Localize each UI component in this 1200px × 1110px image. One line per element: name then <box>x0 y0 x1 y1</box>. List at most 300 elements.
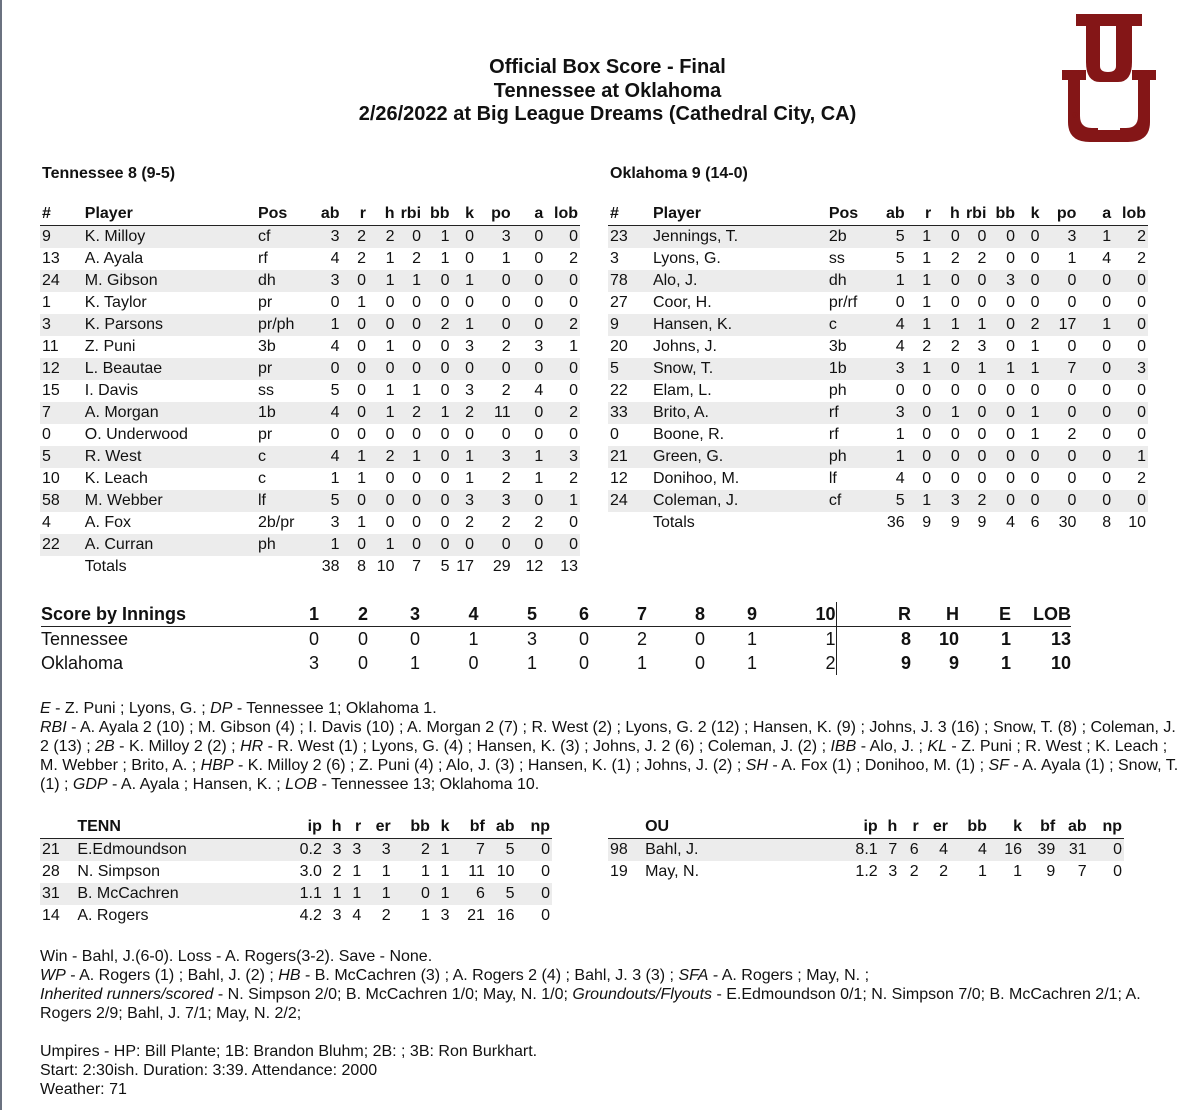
batting-row <box>608 446 1148 468</box>
batting-col-header: Pos <box>256 203 313 226</box>
batting-cell: 22 <box>40 534 83 556</box>
batting-cell: 0 <box>922 426 932 443</box>
pitching-cell: 1 <box>381 863 391 880</box>
player-name: O. Underwood <box>84 426 188 443</box>
inning-runs: 1 <box>636 652 647 673</box>
batting-cell: 3 <box>988 270 1017 292</box>
batting-cell: pr/ph <box>256 314 313 336</box>
batting-row <box>40 336 580 358</box>
pitching-cell: 2 <box>393 839 432 862</box>
batting-cell: 2 <box>423 314 452 336</box>
player-name: I. Davis <box>84 382 139 399</box>
batting-cell: 2 <box>501 338 511 355</box>
batting-cell: 3 <box>977 338 987 355</box>
inning-runs: 1 <box>778 627 836 652</box>
pitching-cell: 9 <box>1046 863 1056 880</box>
batting-cell: 1 <box>385 338 395 355</box>
pitching-row <box>608 861 1124 883</box>
batting-cell: 0 <box>385 294 395 311</box>
batting-cell: 1 <box>922 250 932 267</box>
batting-cell: 0 <box>895 382 905 399</box>
pitching-cell: 14 <box>42 907 60 924</box>
batting-cell: 0 <box>950 470 960 487</box>
batting-cell: 0 <box>1006 382 1016 399</box>
batting-cell: 0 <box>368 490 397 512</box>
batting-cell: dh <box>256 270 313 292</box>
batting-cell: 1 <box>962 314 989 336</box>
pitching-cell: 0 <box>1113 863 1122 880</box>
batting-cell: lf <box>256 490 313 512</box>
batting-col-header: rbi <box>962 203 989 226</box>
batting-cell: rf <box>827 402 878 424</box>
linescore-total: 1 <box>1000 652 1011 673</box>
batting-cell: 3 <box>330 514 340 531</box>
batting-cell: 33 <box>608 402 651 424</box>
pitching-cell: 8.1 <box>839 839 880 862</box>
batting-cell: c <box>256 446 313 468</box>
batting-cell: 1 <box>569 338 578 355</box>
batting-cell: 1 <box>412 382 422 399</box>
linescore-total: 10 <box>938 628 959 649</box>
batting-cell: 0 <box>1102 426 1112 443</box>
batting-cell: 0 <box>513 226 546 249</box>
pitching-cell: 4 <box>950 839 989 862</box>
start-duration-attendance: Start: 2:30ish. Duration: 3:39. Attendance: 2000 <box>40 1062 378 1079</box>
batting-cell: 0 <box>513 270 546 292</box>
inning-runs: 0 <box>694 652 705 673</box>
batting-cell: 1 <box>423 226 452 249</box>
batting-cell: 2 <box>397 402 423 424</box>
inning-runs: 0 <box>308 628 319 649</box>
player-name: L. Beautae <box>83 358 256 380</box>
batting-cell: 24 <box>608 490 651 512</box>
pitching-cell: 1 <box>432 839 452 862</box>
batting-cell: 1 <box>545 490 580 512</box>
batting-cell: 1 <box>907 358 934 380</box>
batting-cell: 0 <box>513 402 546 424</box>
totals-cell <box>256 556 313 578</box>
batting-cell: 10 <box>42 470 60 487</box>
batting-cell: 0 <box>1030 470 1040 487</box>
linescore-total: 13 <box>1050 628 1071 649</box>
pitching-cell: 0 <box>517 839 553 862</box>
batting-cell: 1 <box>440 250 450 267</box>
totals-cell: 9 <box>933 512 962 534</box>
batting-cell: 0 <box>357 426 367 443</box>
player-name: A. Ayala <box>84 250 144 267</box>
batting-cell: 0 <box>1042 446 1079 468</box>
batting-cell: 3 <box>878 358 907 380</box>
batting-cell: 5 <box>895 250 905 267</box>
batting-cell: 0 <box>357 382 367 399</box>
batting-cell: 0 <box>1017 270 1042 292</box>
batting-cell: 1 <box>907 314 934 336</box>
batting-cell: 0 <box>330 426 340 443</box>
batting-cell: 12 <box>40 358 83 380</box>
batting-cell: 0 <box>452 226 476 249</box>
tennessee-pitching-table <box>40 816 552 927</box>
batting-row <box>40 248 580 270</box>
pitching-cell: 19 <box>610 863 628 880</box>
batting-col-header: po <box>476 203 513 226</box>
batting-cell: 0 <box>357 338 367 355</box>
batting-cell: 11 <box>476 402 513 424</box>
batting-cell: 3 <box>878 402 907 424</box>
pitching-cell: 1.1 <box>277 883 324 905</box>
batting-cell: 3b <box>828 338 847 355</box>
batting-notes <box>40 699 1180 794</box>
batting-cell: 0 <box>368 314 397 336</box>
batting-cell: 0 <box>962 270 989 292</box>
batting-row <box>608 226 1148 249</box>
batting-cell: 1 <box>313 314 342 336</box>
totals-cell: 12 <box>513 556 546 578</box>
batting-cell: 0 <box>569 294 578 311</box>
batting-cell: 1 <box>330 470 340 487</box>
batting-cell: 3 <box>1113 358 1148 380</box>
batting-cell: lf <box>828 470 837 487</box>
totals-cell: 29 <box>476 556 513 578</box>
batting-cell: c <box>257 470 266 487</box>
player-name: Elam, L. <box>652 382 712 399</box>
total-header: E <box>959 602 1011 627</box>
batting-cell: 0 <box>1137 294 1146 311</box>
batting-cell: 0 <box>545 358 580 380</box>
batting-cell: 0 <box>1042 270 1079 292</box>
batting-cell: 0 <box>988 490 1017 512</box>
batting-totals-row <box>40 556 580 578</box>
batting-cell: 0 <box>476 358 513 380</box>
batting-cell: 5 <box>878 226 907 249</box>
batting-row <box>40 314 580 336</box>
batting-totals-row <box>608 512 1148 534</box>
pitching-cell: 7 <box>452 839 487 862</box>
batting-cell: 0 <box>1078 270 1113 292</box>
batting-cell: ph <box>256 534 313 556</box>
totals-cell: 10 <box>368 556 397 578</box>
totals-cell: 8 <box>1078 512 1113 534</box>
batting-cell: rf <box>257 250 268 267</box>
batting-cell: 22 <box>610 382 628 399</box>
pitching-col-header: h <box>324 816 344 839</box>
batting-cell: 0 <box>1017 226 1042 249</box>
batting-cell: 3 <box>452 490 476 512</box>
inning-header: 9 <box>726 602 778 627</box>
player-name: K. Leach <box>84 470 148 487</box>
inning-runs: 1 <box>526 652 537 673</box>
batting-cell: 9 <box>40 226 83 249</box>
batting-col-header: r <box>907 203 934 226</box>
batting-cell: 0 <box>950 294 960 311</box>
batting-cell: 3 <box>313 226 342 249</box>
player-name: Coor, H. <box>652 294 712 311</box>
linescore-total: 8 <box>900 628 911 649</box>
batting-row <box>40 380 580 402</box>
pitching-cell: 2 <box>332 863 342 880</box>
totals-cell: 38 <box>313 556 342 578</box>
pitching-cell: 3 <box>440 907 450 924</box>
pitching-team-header: OU <box>643 816 839 839</box>
pitching-cell: 2 <box>939 863 948 880</box>
inning-header: 8 <box>674 602 726 627</box>
player-name: Boone, R. <box>652 426 725 443</box>
batting-cell: 0 <box>412 426 422 443</box>
batting-cell: 0 <box>368 358 397 380</box>
batting-cell: 2 <box>950 338 960 355</box>
batting-col-header: k <box>1017 203 1042 226</box>
box-score-header <box>0 56 1200 127</box>
batting-cell: 0 <box>513 314 546 336</box>
pitching-row <box>40 883 552 905</box>
batting-cell: 0 <box>1006 338 1016 355</box>
batting-cell: 0 <box>476 270 513 292</box>
batting-col-header: bb <box>988 203 1017 226</box>
inning-header: 7 <box>610 602 674 627</box>
batting-row <box>40 446 580 468</box>
batting-cell: 78 <box>608 270 651 292</box>
batting-cell: ph <box>827 446 878 468</box>
batting-row <box>608 358 1148 380</box>
batting-row <box>608 314 1148 336</box>
batting-cell: 0 <box>440 426 450 443</box>
totals-cell: 7 <box>397 556 423 578</box>
batting-cell: 0 <box>1067 382 1077 399</box>
batting-cell: 3 <box>1042 226 1079 249</box>
batting-stats-note: RBI - A. Ayala 2 (10) ; M. Gibson (4) ; I. Davis (10) ; A. Morgan 2 (7) ; R. West (2) ; Lyons, G. 2 (12) ; Hansen, K. (9) ; Johns, J. 3 (16) ; Snow, T. (8) ; Coleman, J. 2 (13) ; 2B - K. Milloy 2 (2) ; HR - R. West (1) ; Lyons, G. (4) ; Hansen, K. (3) ; Johns, J. 2 (6) ; Coleman, J. (2) ; IBB - Alo, J. ; KL - Z. Puni ; R. West ; K. Leach ; M. Webber ; Brito, A. ; HBP - K. Milloy 2 (6) ; Z. Puni (4) ; Alo, J. (3) ; Hansen, K. (1) ; Johns, J. (2) ; SH - A. Fox (1) ; Donihoo, M. (1) ; SF - A. Ayala (1) ; Snow, T. (1) ; GDP - A. Ayala ; Hansen, K. ; LOB - Tennessee 13; Oklahoma 10. <box>40 719 1179 793</box>
batting-col-header: k <box>452 203 476 226</box>
batting-row <box>608 292 1148 314</box>
batting-row <box>40 292 580 314</box>
batting-header-row <box>608 203 1148 226</box>
batting-cell: 1 <box>397 270 423 292</box>
batting-cell: 3 <box>476 226 513 249</box>
batting-cell: 0 <box>1102 294 1112 311</box>
batting-col-header: lob <box>1113 203 1148 226</box>
batting-col-header: a <box>1078 203 1113 226</box>
inning-runs: 3 <box>526 628 537 649</box>
inning-runs: 2 <box>778 651 836 675</box>
umpires-info: Umpires - HP: Bill Plante; 1B: Brandon Bluhm; 2B: ; 3B: Ron Burkhart. <box>40 1043 538 1060</box>
batting-cell: 0 <box>1030 382 1040 399</box>
pitching-col-header: k <box>989 816 1024 839</box>
batting-cell: 0 <box>933 270 962 292</box>
pitching-cell: 7 <box>1077 863 1087 880</box>
batting-cell: 0 <box>342 358 368 380</box>
totals-cell: Totals <box>651 512 827 534</box>
batting-row <box>40 468 580 490</box>
pitching-cell: 1 <box>432 883 452 905</box>
batting-cell: pr <box>257 294 273 311</box>
batting-cell: 0 <box>1067 470 1077 487</box>
pitching-col-header: ip <box>277 816 324 839</box>
batting-cell: 0 <box>1113 270 1148 292</box>
batting-header-row <box>40 203 580 226</box>
batting-row <box>40 490 580 512</box>
oklahoma-batting-table <box>608 203 1148 534</box>
batting-cell: 1 <box>357 294 367 311</box>
batting-cell: 1 <box>357 470 367 487</box>
batting-cell: 1 <box>895 426 905 443</box>
batting-cell: 2 <box>545 402 580 424</box>
pitching-col-header: ab <box>1057 816 1088 839</box>
pitching-cell: 4 <box>352 907 362 924</box>
batting-cell: 2 <box>1137 470 1146 487</box>
totals-cell: 5 <box>423 556 452 578</box>
batting-cell: 0 <box>1067 294 1077 311</box>
batting-cell: 1 <box>1067 250 1077 267</box>
batting-cell: 1 <box>357 514 367 531</box>
batting-cell: 1 <box>933 402 962 424</box>
batting-cell: 2 <box>501 382 511 399</box>
batting-cell: 1 <box>1078 226 1113 249</box>
player-name: Lyons, G. <box>652 250 721 267</box>
batting-cell: 0 <box>545 534 580 556</box>
batting-cell: 0 <box>534 294 544 311</box>
batting-cell: dh <box>827 270 878 292</box>
totals-cell: 36 <box>878 512 907 534</box>
batting-cell: 5 <box>40 446 83 468</box>
pitching-cell: 98 <box>608 839 643 862</box>
batting-cell: 24 <box>40 270 83 292</box>
batting-cell: 1 <box>1078 314 1113 336</box>
batting-cell: 0 <box>465 294 474 311</box>
batting-cell: 0 <box>988 446 1017 468</box>
inning-header: 1 <box>291 602 337 627</box>
totals-cell: 9 <box>907 512 934 534</box>
batting-cell: 0 <box>385 514 395 531</box>
batting-cell: 2b/pr <box>257 514 295 531</box>
pitching-cell: 5 <box>487 839 517 862</box>
batting-cell: 0 <box>569 426 578 443</box>
batting-cell: 2 <box>1137 250 1146 267</box>
pitching-cell: 6 <box>899 839 920 862</box>
batting-cell: 0 <box>1113 402 1148 424</box>
window-edge <box>0 0 2 1110</box>
batting-cell: 2 <box>545 314 580 336</box>
inning-runs: 0 <box>578 652 589 673</box>
pitching-col-header: er <box>921 816 950 839</box>
batting-cell: 3 <box>610 250 619 267</box>
batting-cell: 0 <box>476 534 513 556</box>
pitcher-name: Bahl, J. <box>643 839 839 862</box>
pitching-cell: 0.2 <box>277 839 324 862</box>
batting-cell: 1 <box>452 314 476 336</box>
totals-cell: 30 <box>1042 512 1079 534</box>
batting-cell: 0 <box>423 270 452 292</box>
decisions-note: Win - Bahl, J.(6-0). Loss - A. Rogers(3-2). Save - None. <box>40 948 433 965</box>
totals-cell: 4 <box>988 512 1017 534</box>
batting-cell: cf <box>827 490 878 512</box>
pitching-cell: 1.2 <box>855 863 878 880</box>
batting-cell: 0 <box>330 294 340 311</box>
batting-cell: 1 <box>513 446 546 468</box>
pitching-cell: 2 <box>381 907 391 924</box>
batting-cell: 1 <box>368 402 397 424</box>
pitching-cell: 21 <box>40 839 75 862</box>
batting-cell: 9 <box>608 314 651 336</box>
player-name: M. Gibson <box>83 270 256 292</box>
tennessee-batting-table <box>40 203 580 578</box>
batting-cell: 0 <box>1006 250 1016 267</box>
batting-cell: 2 <box>977 250 987 267</box>
batting-cell: c <box>827 314 878 336</box>
batting-cell: 0 <box>933 226 962 249</box>
batting-cell: 2b <box>827 226 878 249</box>
batting-cell: 7 <box>1042 358 1079 380</box>
pitching-col-header: np <box>517 816 553 839</box>
pitching-cell: 6 <box>452 883 487 905</box>
batting-cell: 0 <box>1113 490 1148 512</box>
batting-row <box>608 490 1148 512</box>
batting-cell: 1b <box>256 402 313 424</box>
batting-row <box>40 424 580 446</box>
batting-cell: 0 <box>962 446 989 468</box>
batting-cell: 0 <box>513 358 546 380</box>
pitching-col-header: k <box>432 816 452 839</box>
batting-cell: 0 <box>922 470 932 487</box>
batting-cell: 0 <box>977 426 987 443</box>
totals-cell: 17 <box>452 556 476 578</box>
pitching-cell: 1 <box>344 883 364 905</box>
batting-cell: pr <box>257 426 273 443</box>
game-info <box>40 1042 1180 1099</box>
pitching-cell: 1 <box>420 907 430 924</box>
pitching-cell: 0 <box>541 863 550 880</box>
totals-cell <box>40 556 83 578</box>
batting-cell: 0 <box>907 446 934 468</box>
pitching-cell: 3.0 <box>299 863 322 880</box>
batting-row <box>608 380 1148 402</box>
batting-cell: 23 <box>608 226 651 249</box>
batting-cell: 0 <box>313 358 342 380</box>
batting-col-header: rbi <box>397 203 423 226</box>
pitching-col-blank <box>608 816 643 839</box>
batting-cell: 1 <box>501 250 511 267</box>
pitching-col-header: ab <box>487 816 517 839</box>
score-by-innings-table <box>41 602 1071 675</box>
batting-cell: 0 <box>397 226 423 249</box>
pitching-cell: 1 <box>978 863 987 880</box>
pitching-header-row <box>608 816 1124 839</box>
linescore-row <box>41 651 1071 675</box>
batting-cell: 0 <box>423 490 452 512</box>
player-name: R. West <box>83 446 256 468</box>
batting-cell: 0 <box>1006 426 1016 443</box>
batting-cell: 0 <box>1078 402 1113 424</box>
batting-cell: 1 <box>1017 402 1042 424</box>
batting-cell: 0 <box>342 490 368 512</box>
batting-cell: 1 <box>907 270 934 292</box>
batting-cell: 1 <box>465 470 474 487</box>
batting-cell: 0 <box>397 490 423 512</box>
pitching-cell: 2 <box>909 863 919 880</box>
batting-cell: 1 <box>534 470 544 487</box>
batting-row <box>608 402 1148 424</box>
batting-cell: 0 <box>1078 358 1113 380</box>
batting-cell: 1 <box>1030 338 1040 355</box>
batting-cell: 0 <box>440 470 450 487</box>
batting-cell: 0 <box>385 470 395 487</box>
batting-row <box>608 336 1148 358</box>
batting-cell: 0 <box>423 446 452 468</box>
inning-runs: 1 <box>409 652 420 673</box>
batting-cell: 3 <box>465 338 474 355</box>
batting-cell: 0 <box>1030 250 1040 267</box>
pitching-row <box>40 861 552 883</box>
totals-cell <box>827 512 878 534</box>
batting-cell: 0 <box>342 402 368 424</box>
batting-cell: 2 <box>1067 426 1077 443</box>
